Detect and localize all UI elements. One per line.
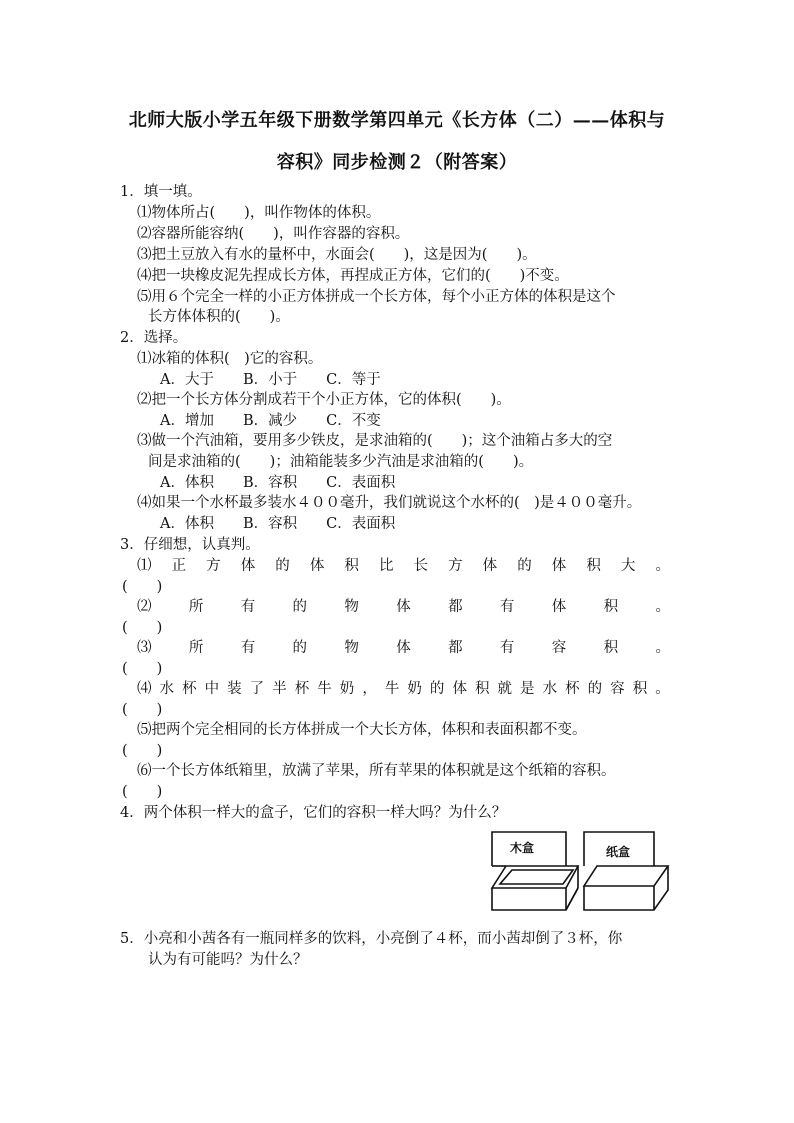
q3-answer-paren-2[interactable]: ( ) xyxy=(122,620,163,636)
q3-answer-paren-6[interactable]: ( ) xyxy=(122,784,163,800)
wooden-box-illustration xyxy=(492,832,578,910)
q3-char: 所 xyxy=(188,599,204,615)
q3-char: 就 xyxy=(497,681,512,697)
q3-char: 有 xyxy=(499,599,515,615)
q2-options-2: A．增加 B．减少 C．不变 xyxy=(160,413,381,429)
q3-char: 中 xyxy=(204,681,220,697)
q2-options-3: A．体积 B．容积 C．表面积 xyxy=(160,475,396,491)
q3-char: 。 xyxy=(655,599,670,615)
q3-char: 积 xyxy=(474,681,490,697)
q3-answer-paren-3[interactable]: ( ) xyxy=(122,661,163,677)
q3-item-2 xyxy=(137,597,670,617)
q3-char: 正 xyxy=(171,558,187,574)
q4-text: 4．两个体积一样大的盒子，它们的容积一样大吗？为什么？ xyxy=(120,805,507,821)
q2-options-1: A．大于 B．小于 C．等于 xyxy=(160,372,381,388)
q3-char: 都 xyxy=(448,640,463,656)
q3-char: 牛 xyxy=(384,681,400,697)
q3-char: 都 xyxy=(448,599,463,615)
q3-item-5: ⑸把两个完全相同的长方体拼成一个大长方体，体积和表面积都不变。 xyxy=(137,722,587,738)
q3-char: 大 xyxy=(620,558,636,574)
paper-box-illustration xyxy=(584,832,668,910)
q3-char: 体 xyxy=(551,558,567,574)
q3-item-3 xyxy=(137,638,670,658)
q3-char: 的 xyxy=(517,558,532,574)
q3-char: 水 xyxy=(542,681,558,697)
q3-item-4 xyxy=(137,679,670,699)
q2-heading: 2．选择。 xyxy=(120,330,188,346)
q3-char: 半 xyxy=(272,681,287,697)
q3-char: 方 xyxy=(206,558,221,574)
q1-heading: 1．填一填。 xyxy=(120,184,202,200)
q3-char: 体 xyxy=(240,558,256,574)
q3-char: 奶 xyxy=(407,681,422,697)
q3-char: 体 xyxy=(309,558,325,574)
q3-item-1 xyxy=(137,556,670,576)
q3-char: 有 xyxy=(240,640,256,656)
q3-char: 杯 xyxy=(182,681,197,697)
q2-line-3-cont: 间是求油箱的( )；油箱能装多少汽油是求油箱的( )。 xyxy=(148,454,534,470)
q5-line-1: 5．小亮和小茜各有一瓶同样多的饮料，小亮倒了４杯，而小茜却倒了３杯，你 xyxy=(120,931,623,947)
q3-char: 杯 xyxy=(294,681,310,697)
title-line-1: 北师大版小学五年级下册数学第四单元《长方体（二）——体积与 xyxy=(128,110,666,131)
q1-item-5-cont: 长方体体积的( )。 xyxy=(148,309,290,325)
q2-line-3: ⑶做一个汽油箱，要用多少铁皮，是求油箱的( )；这个油箱占多大的空 xyxy=(137,433,613,449)
q3-char: 积 xyxy=(603,640,619,656)
q3-char: 积 xyxy=(586,558,601,574)
q3-char: 容 xyxy=(551,640,567,656)
q3-char: 有 xyxy=(240,599,256,615)
q3-char: 牛 xyxy=(317,681,332,697)
q3-char: 杯 xyxy=(565,681,580,697)
paper-box-label: 纸盒 xyxy=(606,845,631,859)
q3-char: ， xyxy=(362,681,377,697)
q3-item-6: ⑹一个长方体纸箱里，放满了苹果，所有苹果的体积就是这个纸箱的容积。 xyxy=(137,763,616,779)
q3-char: ⑶ xyxy=(137,640,152,656)
q3-char: 积 xyxy=(344,558,359,574)
q3-char: 所 xyxy=(188,640,204,656)
q3-char: 的 xyxy=(275,558,290,574)
q3-char: 容 xyxy=(610,681,625,697)
q1-item-4: ⑷把一块橡皮泥先捏成长方体，再捏成正方体，它们的( )不变。 xyxy=(137,268,569,284)
q2-line-4: ⑷如果一个水杯最多装水４００毫升，我们就说这个水杯的( )是４００毫升。 xyxy=(137,495,642,511)
q3-char: ⑷ xyxy=(137,681,152,697)
q1-item-1: ⑴物体所占( )，叫作物体的体积。 xyxy=(137,205,381,221)
q3-char: 的 xyxy=(587,681,603,697)
q3-char: 。 xyxy=(655,558,670,574)
q3-char: 有 xyxy=(499,640,515,656)
q3-char: 了 xyxy=(249,681,265,697)
q2-line-1: ⑴冰箱的体积( )它的容积。 xyxy=(137,351,323,367)
q3-char: 体 xyxy=(482,558,498,574)
q3-answer-paren-5[interactable]: ( ) xyxy=(122,743,163,759)
q3-char: 长 xyxy=(413,558,428,574)
q3-char: 比 xyxy=(378,558,394,574)
q3-char: 体 xyxy=(452,681,467,697)
q3-char: 装 xyxy=(227,681,242,697)
q3-char: 体 xyxy=(396,599,411,615)
q3-char: 的 xyxy=(292,640,308,656)
q1-item-3: ⑶把土豆放入有水的量杯中，水面会( )，这是因为( )。 xyxy=(137,247,537,263)
q3-char: ⑴ xyxy=(137,558,152,574)
q3-char: 物 xyxy=(344,599,359,615)
q3-char: 的 xyxy=(292,599,308,615)
q3-heading: 3．仔细想，认真判。 xyxy=(120,537,260,553)
q3-char: 体 xyxy=(396,640,411,656)
q5-line-2: 认为有可能吗？为什么？ xyxy=(148,952,308,968)
q3-char: 积 xyxy=(632,681,648,697)
q2-options-4: A．体积 B．容积 C．表面积 xyxy=(160,516,396,532)
title-line-2: 容积》同步检测２（附答案） xyxy=(276,152,518,173)
q1-item-2: ⑵容器所能容纳( )，叫作容器的容积。 xyxy=(137,226,410,242)
wooden-box-label: 木盒 xyxy=(510,841,535,855)
q3-char: 水 xyxy=(159,681,175,697)
q3-answer-paren-1[interactable]: ( ) xyxy=(122,579,163,595)
q3-char: 。 xyxy=(655,681,670,697)
q3-char: 奶 xyxy=(339,681,355,697)
q3-char: 方 xyxy=(448,558,463,574)
q3-char: 积 xyxy=(603,599,619,615)
boxes-figure xyxy=(480,826,680,918)
q3-char: 是 xyxy=(520,681,535,697)
q3-char: 。 xyxy=(655,640,670,656)
q3-char: 的 xyxy=(429,681,445,697)
q1-item-5: ⑸用６个完全一样的小正方体拼成一个长方体，每个小正方体的体积是这个 xyxy=(137,289,616,305)
q3-answer-paren-4[interactable]: ( ) xyxy=(122,702,163,718)
q3-char: 物 xyxy=(344,640,359,656)
q3-char: 体 xyxy=(551,599,567,615)
q3-char: ⑵ xyxy=(137,599,152,615)
q2-line-2: ⑵把一个长方体分割成若干个小正方体，它的体积( )。 xyxy=(137,392,511,408)
